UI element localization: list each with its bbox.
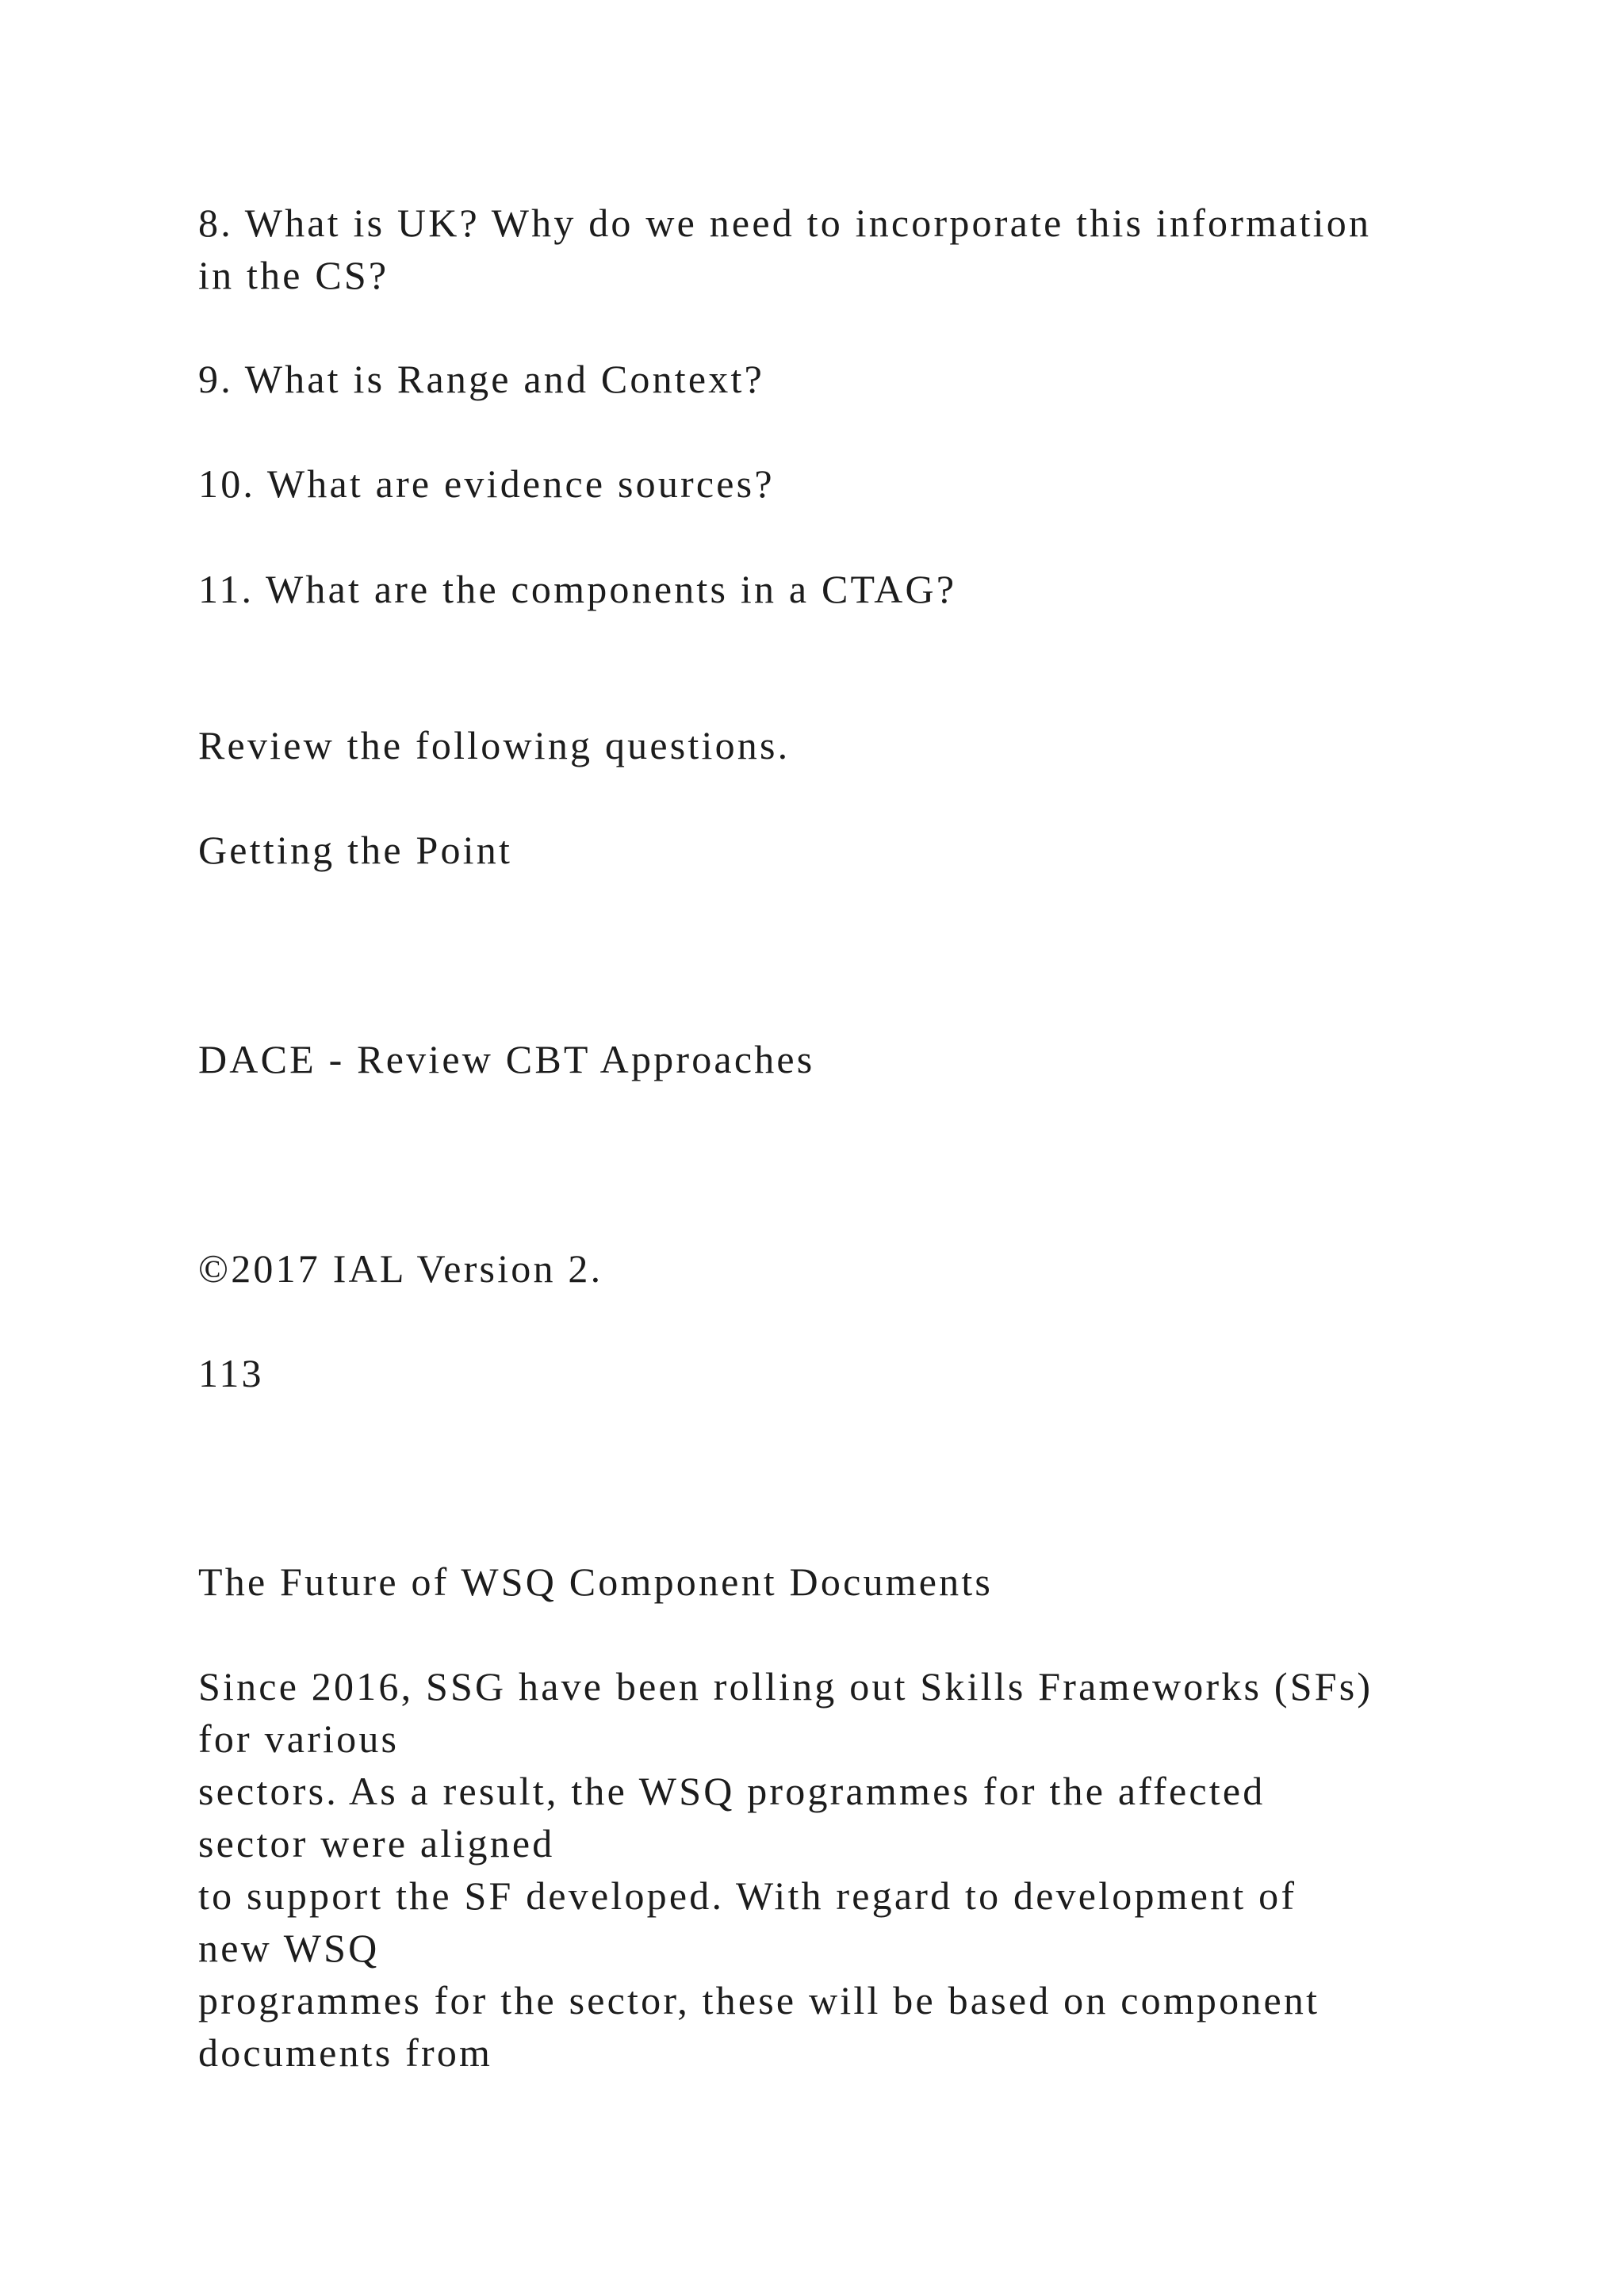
paragraph-line: sector were aligned <box>198 1821 555 1866</box>
page-number: 113 <box>198 1351 264 1395</box>
paragraph-line: Since 2016, SSG have been rolling out Skills Frameworks (SFs) <box>198 1664 1373 1709</box>
paragraph-line: to support the SF developed. With regard to development of <box>198 1873 1297 1918</box>
review-instruction: Review the following questions. <box>198 723 791 767</box>
paragraph-line: for various <box>198 1716 400 1761</box>
question-11: 11. What are the components in a CTAG? <box>198 567 957 611</box>
course-title: DACE - Review CBT Approaches <box>198 1037 815 1081</box>
paragraph-line: sectors. As a result, the WSQ programmes for the affected <box>198 1769 1266 1813</box>
section-title-getting-the-point: Getting the Point <box>198 828 513 872</box>
paragraph-line: new WSQ <box>198 1926 380 1970</box>
section-heading: The Future of WSQ Component Documents <box>198 1559 994 1604</box>
question-10: 10. What are evidence sources? <box>198 461 775 506</box>
paragraph-line: programmes for the sector, these will be based on component <box>198 1978 1320 2022</box>
paragraph-line: documents from <box>198 2030 493 2075</box>
copyright-notice: ©2017 IAL Version 2. <box>198 1246 603 1291</box>
question-9: 9. What is Range and Context? <box>198 357 764 401</box>
question-8-line-1: 8. What is UK? Why do we need to incorporate this information <box>198 201 1372 245</box>
question-8-line-2: in the CS? <box>198 253 389 297</box>
